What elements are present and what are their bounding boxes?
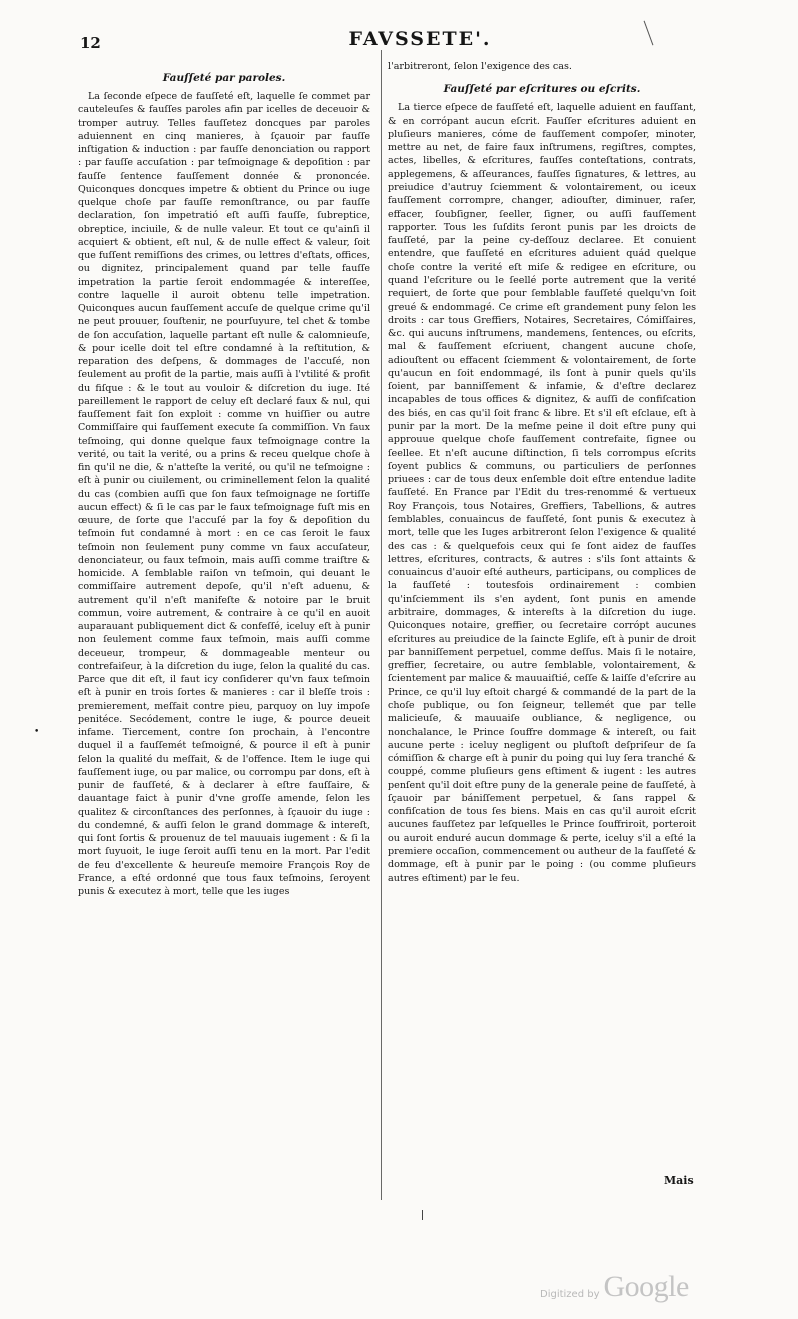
google-logo: Google xyxy=(603,1270,689,1303)
ink-stroke xyxy=(422,1210,423,1220)
section-heading-paroles: Fauſſeté par paroles. xyxy=(162,72,286,84)
digitized-by-text: Digitized by xyxy=(540,1289,600,1300)
margin-dot: • xyxy=(34,727,40,737)
catchword: Mais xyxy=(664,1174,694,1187)
running-title: FAVSSETE'. xyxy=(348,28,492,50)
ink-mark xyxy=(640,18,660,48)
right-column xyxy=(388,60,696,887)
left-column xyxy=(78,62,370,900)
paragraph: La ſeconde eſpece de fauſſeté eſt, laquelle ſe commet par cauteleuſes & fauſſes paroles afin par icelles de deceuoir & tromper autruy. Telles fauſſetez doncques par paroles aduiennent en cinq manieres, à ſçauoir par fauſſe inſtigation & induction : par fauſſe denonciation ou rapport : par fauſſe accuſation : par teſmoignage & depoſition : par fauſſe ſentence fauſſement donnée & prononcée. Quiconques doncques impetre & obtient du Prince ou iuge quelque choſe par fauſſe remonſtrance, ou par fauſſe declaration, ſon impetratió eſt auſſi fauſſe, ſubreptice, obreptice, inciuile, & de nulle valeur. Et tout ce qu'ainſi il acquiert & obtient, eſt nul, & de nulle effect & valeur, ſoit que fuſſent remiſſions des crimes, ou lettres d'eſtats, offices, ou dignitez, principalement quand par telle fauſſe impetration la partie ſeroit endommagée & intereſſee, contre laquelle il auroit obtenu telle impetration. Quiconques aucun fauſſement accuſe de quelque crime qu'il ne peut prouuer, ſouſtenir, ne pourſuyure, tel chet & tombe de ſon accuſation, laquelle partant eſt nulle & calomnieuſe, & pour icelle doit tel eſtre condamné à la reſtitution, & reparation des deſpens, & dommages de l'accuſé, non ſeulement au profit de la partie, mais auſſi à l'vtilité & profit du fiſque : & le tout au vouloir & diſcretion du iuge. Ité pareillement le rapport de celuy eſt declaré faux & nul, qui fauſſement fait ſon exploit : comme vn huiſſier ou autre Commiſſaire qui fauſſement execute ſa commiſſion. Vn faux teſmoing, qui donne quelque faux teſmoignage contre la verité, ou tait la verité, ou a prins & receu quelque choſe à fin qu'il ne die, & n'atteſte la verité, ou qu'il ne teſmoigne : eſt à punir ou ciuilement, ou criminellement ſelon la qualité du cas (combien auſſi que ſon faux teſmoignage ne ſortiſſe aucun effect) & ſi le cas par le faux teſmoignage fuſt mis en œuure, de ſorte que l'accuſé par la foy & depoſition du teſmoin fut condamné à mort : en ce cas ſeroit le faux teſmoin non ſeulement puny comme vn faux accuſateur, denonciateur, ou faux teſmoin, mais auſſi comme traiſtre & homicide. A ſemblable raiſon vn teſmoin, qui deuant le commiſſaire autrement depoſe, qu'il n'eſt aduenu, & autrement qu'il n'eſt manifeſte & notoire par le bruit commun, voire autrement, & contraire à ce qu'il en auoit auparauant publiquement dict & confeſſé, iceluy eſt à punir non ſeulement comme faux teſmoin, mais auſſi comme deceueur, trompeur, & dommageable menteur ou contrefaiſeur, à la diſcretion du iuge, ſelon la qualité du cas. Parce que dit eſt, il faut icy conſiderer qu'vn faux teſmoin eſt à punir en trois ſortes & manieres : car il bleſſe trois : premierement, meſfait contre pieu, parquoy on luy impoſe penitéce. Secódement, contre le iuge, & pource deueit infame. Tiercement, contre ſon prochain, à l'encontre duquel il a fauſſemét teſmoigné, & pource il eſt à punir ſelon la qualité du meſfait, & de l'offence. Item le iuge qui fauſſement iuge, ou par malice, ou corrompu par dons, eſt à punir de fauſſeté, & à declarer à eſtre fauſſaire, & dauantage faict à punir d'vne groſſe amende, ſelon les qualitez & circonſtances des perſonnes, à ſçauoir du iuge : du condemné, & auſſi ſelon le grand dommage & intereſt, qui ſont ſortis & prouenuz de tel mauuais iugement : & ſi la mort ſuyuoit, le iuge ſeroit auſſi tenu en la mort. Par l'edit de feu d'excellente & heureuſe memoire François Roy de France, a eſté ordonné que tous faux teſmoins, ſeroyent punis & executez à mort, telle que les iuges xyxy=(78,91,370,897)
digitized-watermark xyxy=(540,1270,689,1304)
continuation-line: l'arbitreront, ſelon l'exigence des cas. xyxy=(388,61,572,72)
section-heading-escritures: Fauſſeté par eſcritures ou eſcrits. xyxy=(443,83,641,96)
column-divider xyxy=(381,50,382,1200)
paragraph: La tierce eſpece de fauſſeté eſt, laquelle aduient en fauſſant, & en corrópant aucun eſcrit. Fauſſer eſcritures aduient en pluſieurs manieres, cóme de fauſſement compoſer, minoter, mettre au net, de faire faux inſtrumens, regiſtres, comptes, actes, libelles, & eſcritures, fauſſes conteſtations, contrats, applegemens, & aſſeurances, fauſſes ſignatures, & lettres, au preiudice d'autruy ſciemment & volontairement, ou iceux fauſſement corrompre, changer, adiouſter, diminuer, raſer, effacer, ſoubſigner, ſeeller, ſigner, ou auſſi fauſſement rapporter. Tous les ſuſdits ſeront punis par les droicts de fauſſeté, par la peine cy-deſſouz declaree. Et conuient entendre, que fauſſeté en eſcritures aduient quád quelque choſe contre la verité eſt miſe & redigee en eſcriture, ou quand l'eſcriture ou le ſeellé porte autrement que la verité requiert, de ſorte que pour ſemblable fauſſeté quelqu'vn ſoit greué & endommagé. Ce crime eſt grandement puny ſelon les droits : car tous Greffiers, Notaires, Secretaires, Cómiſſaires, &c. qui aucuns inſtrumens, mandemens, ſentences, ou eſcrits, mal & fauſſement eſcriuent, changent aucune choſe, adiouſtent ou effacent ſciemment & volontairement, de ſorte qu'aucun en ſoit endommagé, ils ſont à punir quels qu'ils ſoient, par banniſſement & infamie, & d'eſtre declarez incapables de tous offices & dignitez, & auſſi de confiſcation des biés, en cas qu'il ſoit franc & libre. Et s'il eſt eſclaue, eſt à punir par la mort. De la meſme peine il doit eſtre puny qui approuue quelque choſe fauſſement contrefaite, ſignee ou ſeellee. Et n'eſt aucune diſtinction, ſi tels corrompus eſcrits ſoyent publics & communs, ou particuliers de perſonnes priuees : car de tous deux enſemble doit eſtre entendue ladite fauſſeté. En France par l'Edit du tres-renommé & vertueux Roy François, tous Notaires, Greffiers, Tabellions, & autres ſemblables, conuaincus de fauſſeté, ſont punis & executez à mort, telle que les Iuges arbitreront ſelon l'exigence & qualité des cas : & quelquefois ceux qui ſe ſont aidez de fauſſes lettres, eſcritures, contracts, & autres : s'ils ſont attaints & conuaincus d'auoir eſté autheurs, participans, ou complices de la fauſſeté : toutesfois ordinairement : combien qu'inſciemment ils s'en aydent, ſont punis en amende arbitraire, dommages, & intereſts à la diſcretion du iuge. Quiconques notaire, greffier, ou ſecretaire corrópt aucunes eſcritures au preiudice de la ſaincte Egliſe, eſt à punir de droit par banniſſement perpetuel, comme deſſus. Mais ſi le notaire, greffier, ſecretaire, ou autre ſemblable, volontairement, & ſcientement par malice & mauuaiſtié, ceſſe & laiſſe d'eſcrire au Prince, ce qu'il luy eſtoit chargé & commandé de la part de la choſe publique, ou ſon ſeigneur, tellemét que par telle malicieuſe, & mauuaiſe oubliance, & negligence, ou nonchalance, le Prince ſouffre dommage & intereſt, ou fait aucune perte : iceluy negligent ou pluſtoſt deſpriſeur de ſa cómiſſion & charge eſt à punir du poing qui luy ſera tranché & couppé, comme pluſieurs gens eſtiment & iugent : les autres penſent qu'il doit eſtre puny de la generale peine de fauſſeté, à ſçauoir par bániſſement perpetuel, & ſans rappel & confiſcation de tous ſes biens. Mais en cas qu'il auroit eſcrit aucunes fauſſetez par leſquelles le Prince ſouffriroit, porteroit ou auroit enduré aucun dommage & perte, iceluy s'il a eſté la premiere occaſion, commencement ou autheur de la fauſſeté & dommage, eſt à punir par le poing : (ou comme pluſieurs autres eſtiment) par le feu. xyxy=(388,102,696,884)
page-number: 12 xyxy=(80,34,101,52)
